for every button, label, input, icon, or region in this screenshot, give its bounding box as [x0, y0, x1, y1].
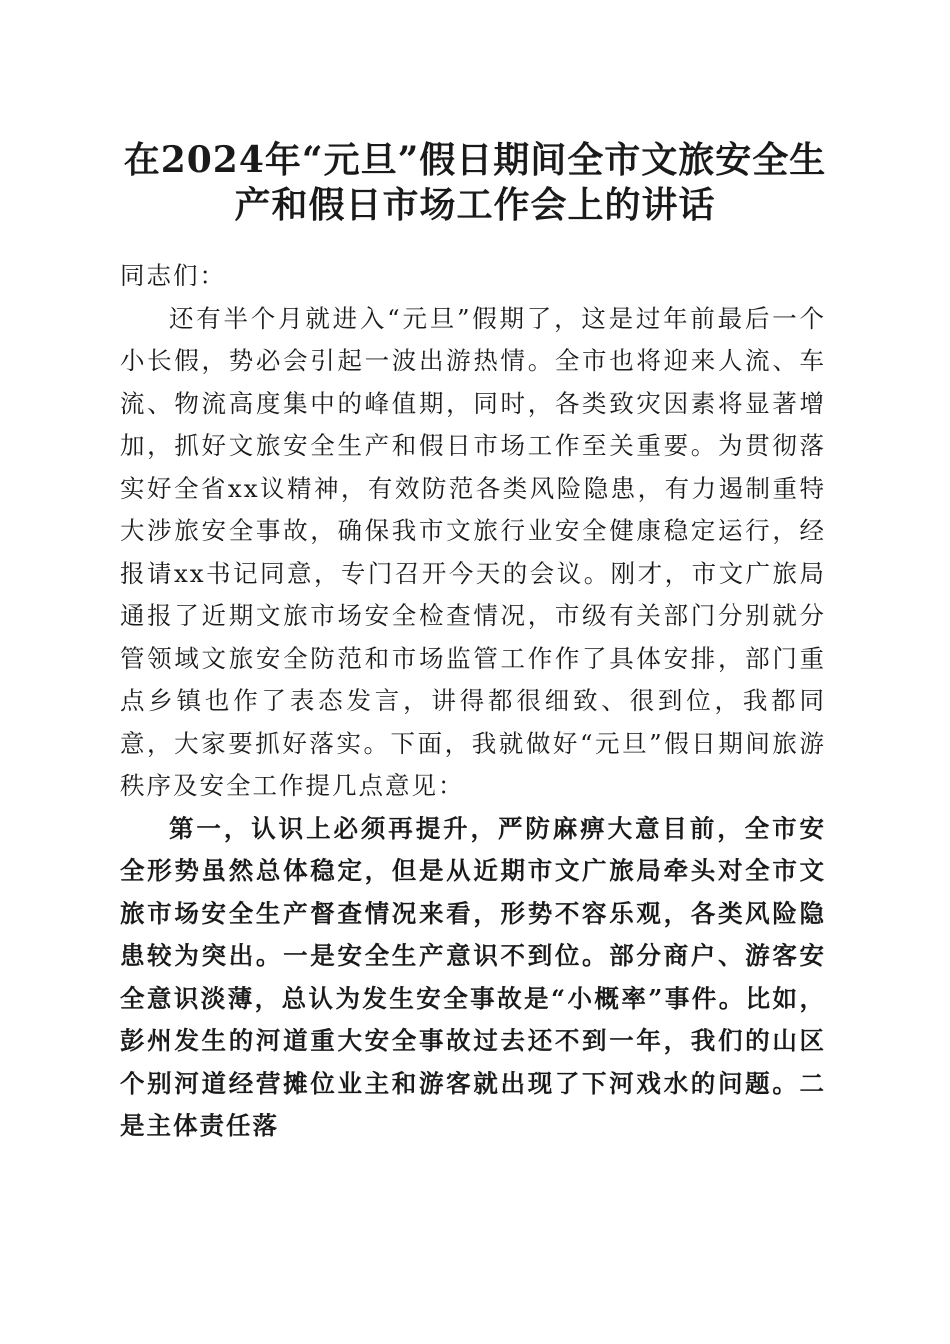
salutation: 同志们：	[120, 261, 226, 290]
document-title	[100, 138, 850, 228]
title-line-2: 产和假日市场工作会上的讲话	[234, 184, 716, 226]
title-line-1: 在2024年“元旦”假日期间全市文旅安全生	[123, 139, 827, 181]
paragraph-intro: 还有半个月就进入“元旦”假期了，这是过年前最后一个小长假，势必会引起一波出游热情。全市也将迎来人流、车流、物流高度集中的峰值期，同时，各类致灾因素将显著增加，抓好文旅安全生产和假日市场工作至关重要。为贯彻落实好全省xx议精神，有效防范各类风险隐患，有力遏制重特大涉旅安全事故，确保我市文旅行业安全健康稳定运行，经报请xx书记同意，专门召开今天的会议。刚才，市文广旅局通报了近期文旅市场安全检查情况，市级有关部门分别就分管领域文旅安全防范和市场监管工作作了具体安排，部门重点乡镇也作了表态发言，讲得都很细致、很到位，我都同意，大家要抓好落实。下面，我就做好“元旦”假日期间旅游秩序及安全工作提几点意见：	[120, 303, 826, 800]
document-body	[120, 255, 826, 1148]
paragraph-first-point: 第一，认识上必须再提升，严防麻痹大意目前，全市安全形势虽然总体稳定，但是从近期市文广旅局牵头对全市文旅市场安全生产督查情况来看，形势不容乐观，各类风险隐患较为突出。一是安全生产意识不到位。部分商户、游客安全意识淡薄，总认为发生安全事故是“小概率”事件。比如，彭州发生的河道重大安全事故过去还不到一年，我们的山区个别河道经营摊位业主和游客就出现了下河戏水的问题。二是主体责任落	[120, 813, 826, 1140]
